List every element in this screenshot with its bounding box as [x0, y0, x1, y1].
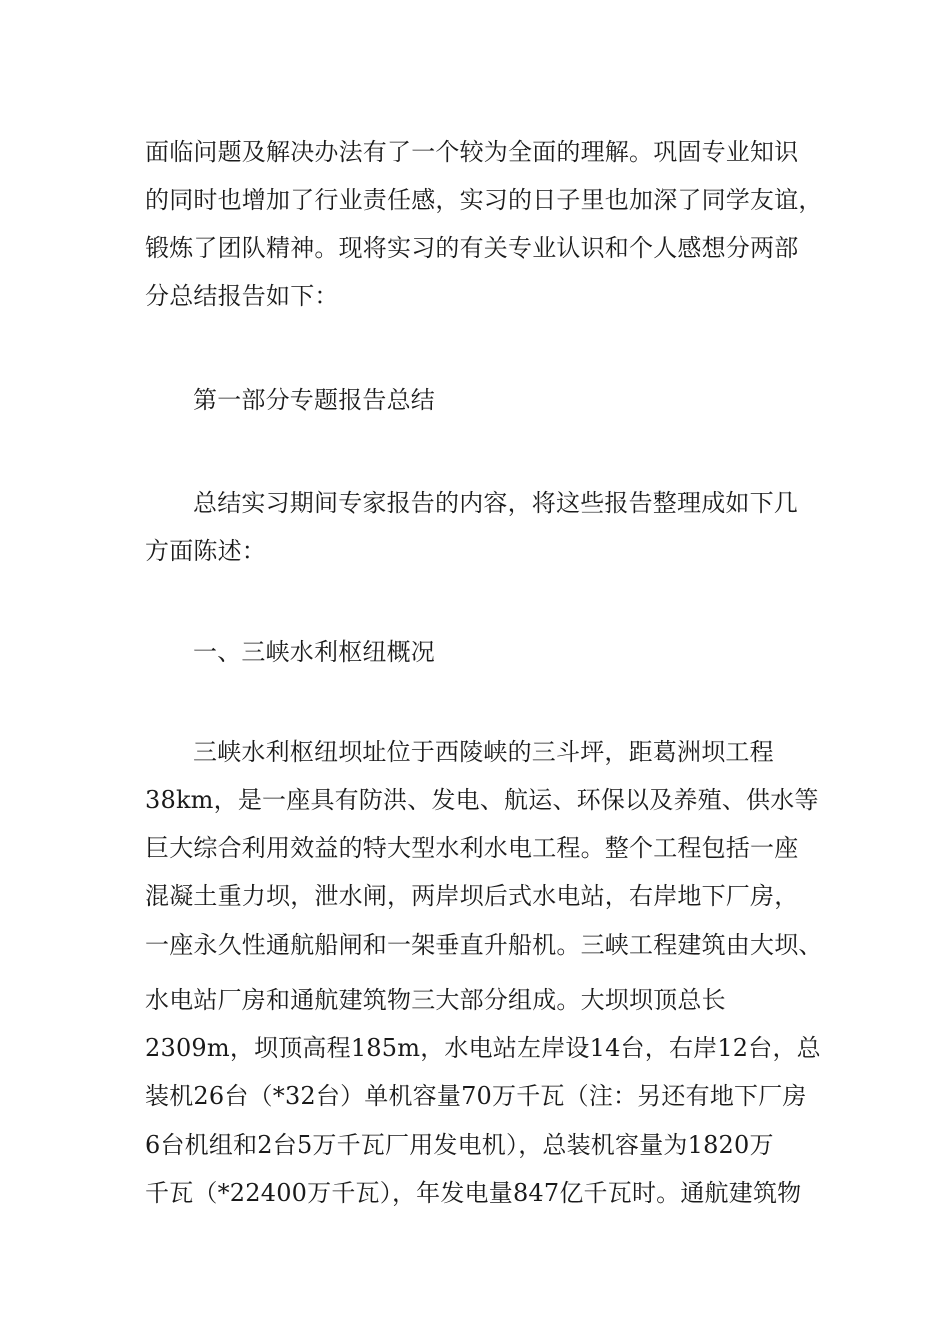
paragraph-line: 巨大综合利用效益的特大型水利水电工程。整个工程包括一座 [145, 834, 799, 862]
section-heading: 第一部分专题报告总结 [193, 386, 435, 414]
subsection-heading: 一、三峡水利枢纽概况 [193, 638, 435, 666]
paragraph-line: 三峡水利枢纽坝址位于西陵峡的三斗坪，距葛洲坝工程 [193, 738, 774, 766]
paragraph-line: 6台机组和2台5万千瓦厂用发电机），总装机容量为1820万 [145, 1131, 774, 1159]
paragraph-line: 38km，是一座具有防洪、发电、航运、环保以及养殖、供水等 [145, 786, 819, 814]
paragraph-line: 一座永久性通航船闸和一架垂直升船机。三峡工程建筑由大坝、 [145, 931, 823, 959]
paragraph-line: 的同时也增加了行业责任感，实习的日子里也加深了同学友谊， [145, 186, 823, 214]
paragraph-line: 千瓦（*22400万千瓦），年发电量847亿千瓦时。通航建筑物 [145, 1179, 802, 1207]
paragraph-line: 总结实习期间专家报告的内容，将这些报告整理成如下几 [193, 489, 798, 517]
paragraph-line: 分总结报告如下： [145, 282, 339, 310]
paragraph-line: 2309m，坝顶高程185m，水电站左岸设14台，右岸12台，总 [145, 1034, 821, 1062]
paragraph-line: 方面陈述： [145, 537, 266, 565]
paragraph-line: 面临问题及解决办法有了一个较为全面的理解。巩固专业知识 [145, 138, 799, 166]
paragraph-line: 锻炼了团队精神。现将实习的有关专业认识和个人感想分两部 [145, 234, 799, 262]
paragraph-line: 混凝土重力坝，泄水闸，两岸坝后式水电站，右岸地下厂房， [145, 882, 799, 910]
paragraph-line: 水电站厂房和通航建筑物三大部分组成。大坝坝顶总长 [145, 986, 726, 1014]
paragraph-line: 装机26台（*32台）单机容量70万千瓦（注：另还有地下厂房 [145, 1082, 807, 1110]
